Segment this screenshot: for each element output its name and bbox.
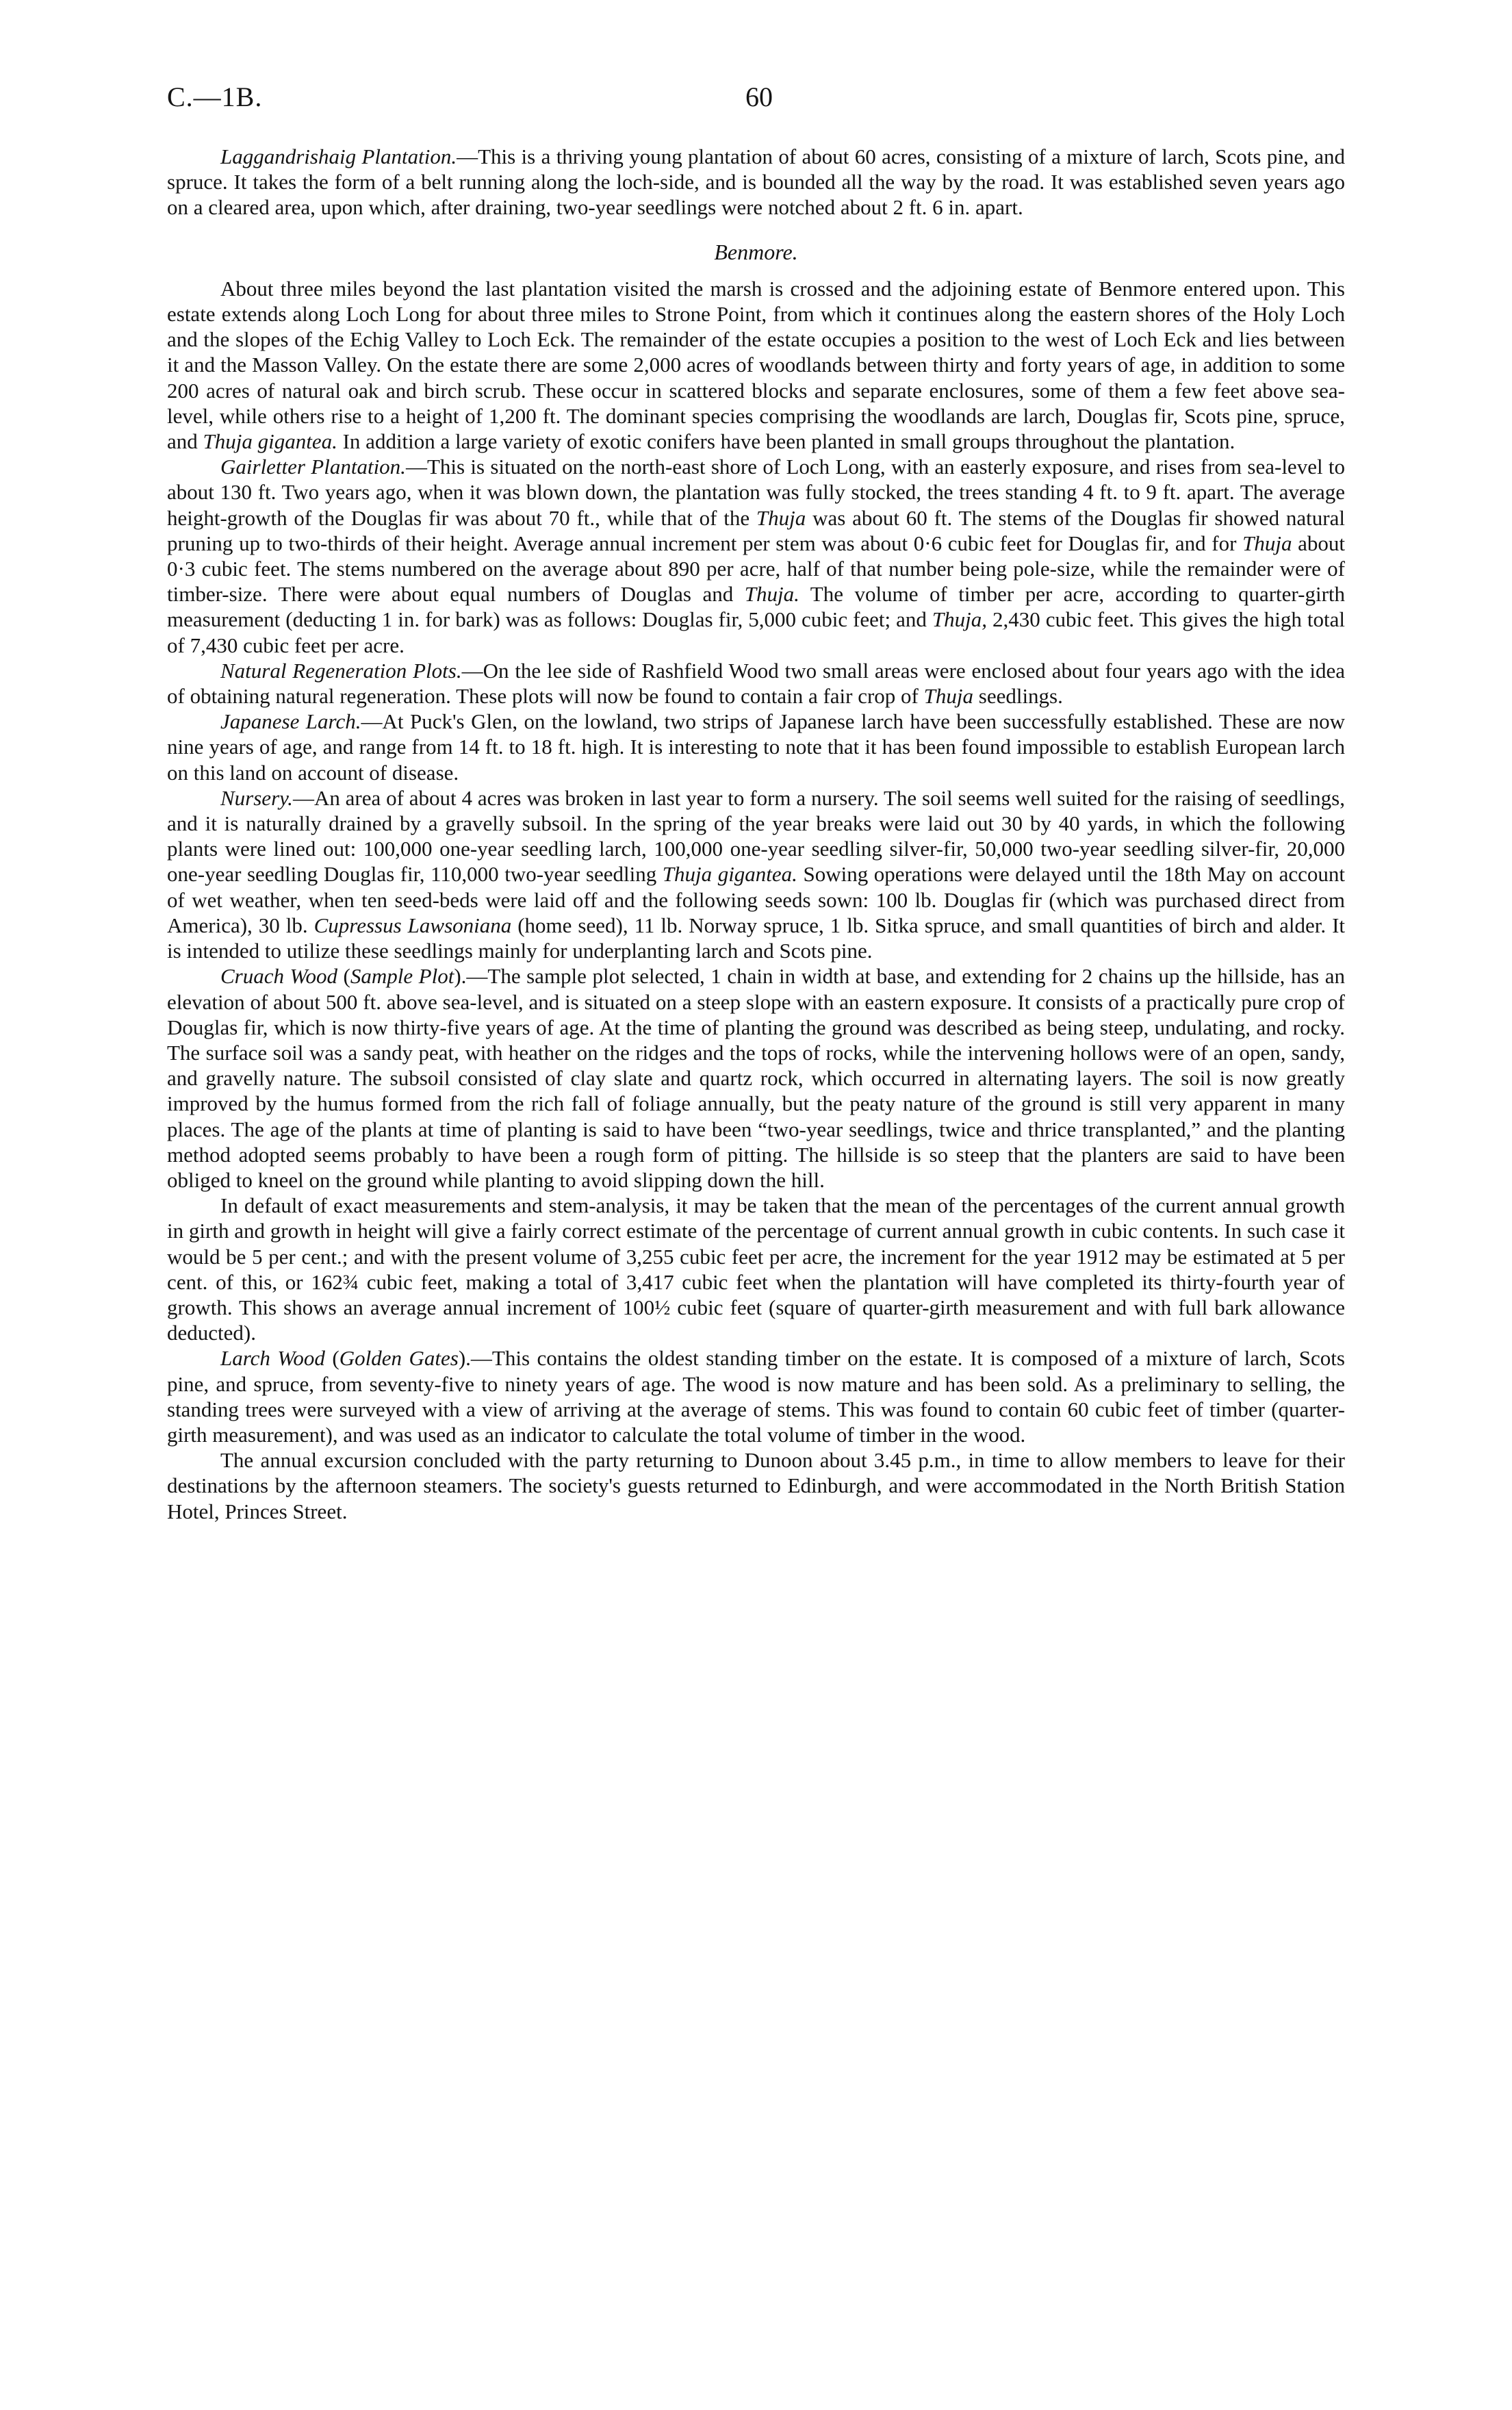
page-header — [167, 81, 1345, 122]
paragraph-cruach-wood: Cruach Wood (Sample Plot).—The sample plot selected, 1 chain in width at base, and extending for 2 chains up the hillside, has an elevation of about 500 ft. above sea-level, and is situated on a steep slope with an eastern exposure. It consists of a practically pure crop of Douglas fir, which is now thirty-five years of age. At the time of planting the ground was described as being steep, undulating, and rocky. The surface soil was a sandy peat, with heather on the ridges and the tops of rocks, while the intervening hollows were of an open, sandy, and gravelly nature. The subsoil consisted of clay slate and quartz rock, which occurred in alternating layers. The soil is now greatly improved by the humus formed from the rich fall of foliage annually, but the peaty nature of the ground is still very apparent in many places. The age of the plants at time of planting is said to have been “two-year seedlings, twice and thrice transplanted,” and the planting method adopted seems probably to have been a rough form of pitting. The hillside is so steep that the planters are said to have been obliged to kneel on the ground while planting to avoid slipping down the hill. — [167, 964, 1346, 1192]
page-number: 60 — [745, 81, 773, 112]
paragraph-benmore-intro: About three miles beyond the last plantation visited the marsh is crossed and the adjoining estate of Benmore entered upon. This estate extends along Loch Long for about three miles to Strone Point, from which it continues along the eastern shores of the Holy Loch and the slopes of the Echig Valley to Loch Eck. The remainder of the estate occupies a position to the west of Loch Eck and lies between it and the Masson Valley. On the estate there are some 2,000 acres of woodlands between thirty and forty years of age, in addition to some 200 acres of natural oak and birch scrub. These occur in scattered blocks and separate enclosures, some of them a few feet above sea-level, while others rise to a height of 1,200 ft. The dominant species comprising the woodlands are larch, Douglas fir, Scots pine, spruce, and Thuja gigantea. In addition a large variety of exotic conifers have been planted in small groups throughout the plantation. — [167, 276, 1345, 454]
paragraph-conclusion: The annual excursion concluded with the party returning to Dunoon about 3.45 p.m., in time to allow members to leave for their destinations by the afternoon steamers. The society's guests returned to Edinburgh, and were accommodated in the North British Station Hotel, Princes Street. — [167, 1448, 1345, 1523]
paragraph-lead: Natural Regeneration Plots. — [220, 658, 462, 683]
paragraph-lead: Nursery. — [220, 785, 293, 810]
section-heading-benmore: Benmore. — [714, 239, 798, 264]
paragraph-increment-estimate: In default of exact measurements and stem-analysis, it may be taken that the mean of the percentages of the current annual growth in girth and growth in height will give a fairly correct estimate of the percentage of current annual growth in cubic contents. In such case it would be 5 per cent.; and with the present volume of 3,255 cubic feet per acre, the increment for the year 1912 may be estimated at 5 per cent. of this, or 162¾ cubic feet, making a total of 3,417 cubic feet when the plantation will have completed its thirty-fourth year of growth. This shows an average annual increment of 100½ cubic feet (square of quarter-girth measurement and with full bark allowance deducted). — [167, 1193, 1345, 1345]
paragraph-lead: Japanese Larch. — [220, 709, 361, 734]
paragraph-japanese-larch: Japanese Larch.—At Puck's Glen, on the lowland, two strips of Japanese larch have been successfully established. These are now nine years of age, and range from 14 ft. to 18 ft. high. It is interesting to note that it has been found impossible to establish European larch on this land on account of disease. — [167, 709, 1345, 785]
paragraph-natural-regeneration: Natural Regeneration Plots.—On the lee side of Rashfield Wood two small areas were enclosed about four years ago with the idea of obtaining natural regeneration. These plots will now be found to contain a fair crop of Thuja seedlings. — [167, 658, 1345, 709]
paragraph-lead: Cruach Wood — [220, 964, 338, 989]
paragraph-gairletter: Gairletter Plantation.—This is situated on the north-east shore of Loch Long, with an easterly exposure, and rises from sea-level to about 130 ft. Two years ago, when it was blown down, the plantation was fully stocked, the trees standing 4 ft. to 9 ft. apart. The average height-growth of the Douglas fir was about 70 ft., while that of the Thuja was about 60 ft. The stems of the Douglas fir showed natural pruning up to two-thirds of their height. Average annual increment per stem was about 0·6 cubic feet for Douglas fir, and for Thuja about 0·3 cubic feet. The stems numbered on the average about 890 per acre, half of that number being pole-size, while the remainder were of timber-size. There were about equal numbers of Douglas and Thuja. The volume of timber per acre, according to quarter-girth measurement (deducting 1 in. for bark) was as follows: Douglas fir, 5,000 cubic feet; and Thuja, 2,430 cubic feet. This gives the high total of 7,430 cubic feet per acre. — [167, 455, 1346, 657]
document-reference: C.—1B. — [167, 81, 263, 112]
paragraph-lead: Gairletter Plantation. — [220, 455, 406, 479]
paragraph-laggandrishaig: Laggandrishaig Plantation.—This is a thriving young plantation of about 60 acres, consisting of a mixture of larch, Scots pine, and spruce. It takes the form of a belt running along the loch-side, and is bounded all the way by the road. It was established seven years ago on a cleared area, upon which, after draining, two-year seedlings were notched about 2 ft. 6 in. apart. — [167, 144, 1346, 220]
body-text — [167, 144, 1345, 1524]
paragraph-nursery: Nursery.—An area of about 4 acres was broken in last year to form a nursery. The soil seems well suited for the raising of seedlings, and it is naturally drained by a gravelly subsoil. In the spring of the year breaks were laid out 30 by 40 yards, in which the following plants were lined out: 100,000 one-year seedling larch, 100,000 one-year seedling silver-fir, 50,000 two-year seedling silver-fir, 20,000 one-year seedling Douglas fir, 110,000 two-year seedling Thuja gigantea. Sowing operations were delayed until the 18th May on account of wet weather, when ten seed-beds were laid off and the following seeds sown: 100 lb. Douglas fir (which was purchased direct from America), 30 lb. Cupressus Lawsoniana (home seed), 11 lb. Norway spruce, 1 lb. Sitka spruce, and small quantities of birch and alder. It is intended to utilize these seedlings mainly for underplanting larch and Scots pine. — [167, 785, 1346, 963]
paragraph-lead: Laggandrishaig Plantation. — [220, 144, 457, 168]
paragraph-larch-wood: Larch Wood (Golden Gates).—This contains the oldest standing timber on the estate. It is composed of a mixture of larch, Scots pine, and spruce, from seventy-five to ninety years of age. The wood is now mature and has been sold. As a preliminary to selling, the standing trees were surveyed with a view of arriving at the average of stems. This was found to contain 60 cubic feet of timber (quarter-girth measurement), and was used as an indicator to calculate the total volume of timber in the wood. — [167, 1346, 1345, 1447]
paragraph-lead: Larch Wood — [220, 1346, 325, 1371]
